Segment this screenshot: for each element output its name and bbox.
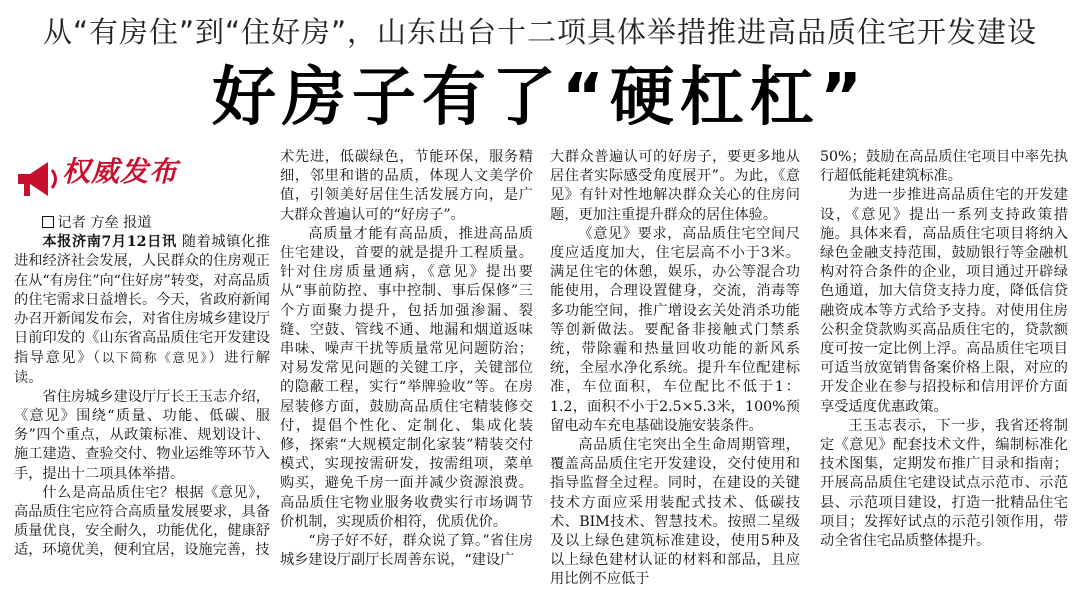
paragraph: 高质量才能有高品质，推进高品质住宅建设，首要的就是提升工程质量。针对住房质量通病，《意见》提出要从“事前防控、事中控制、事后保修”三个方面聚力提升，包括加强渗漏、裂缝、空鼓、管线不通、地漏和烟道返味串味、噪声干扰等质量常见问题防治；对易发常见问题的关键工序，关键部位的隐蔽工程，实行“举牌验收”等。在房屋装修方面，鼓励高品质住宅精装修交付，提倡个性化、定制化、集成化装修，探索“大规模定制化家装”精装交付模式，实现按需研发，按需组项，菜单购买，避免千房一面并减少资源浪费。高品质住宅物业服务收费实行市场调节价机制，实现质价相符，优质优价。	[280, 225, 533, 530]
article-column-1	[14, 155, 271, 559]
paragraph-text-end: ）进行解读。	[14, 350, 270, 386]
abbrev-note: 以下简称《意见》	[101, 350, 209, 366]
paragraph: 王玉志表示，下一步，我省还将制定《意见》配套技术文件，编制标准化技术图集，定期发布推广目录和指南；开展高品质住宅建设试点示范市、示范县、示范项目建设，打造一批精品住宅项目；发挥好试点的示范引领作用，带动全省住宅品质整体提升。	[820, 417, 1068, 550]
paragraph: “房子好不好，群众说了算。”省住房城乡建设厅副厅长周善东说，“建设广	[280, 533, 533, 569]
paragraph: 什么是高品质住宅？根据《意见》，高品质住宅应符合高质量发展要求，具备质量优良，安全耐久，功能优化，健康舒适，环境优美，便利宜居，设施完善，技	[14, 484, 270, 559]
authority-release-badge	[14, 156, 270, 208]
article-column-2	[280, 148, 533, 569]
kicker-subheadline: 从“有房住”到“住好房”，山东出台十二项具体举措推进高品质住宅开发建设	[42, 15, 1038, 49]
checkbox-square-icon	[42, 216, 54, 228]
badge-label: 权威发布	[62, 155, 179, 188]
dateline: 本报济南7月12日讯	[42, 234, 177, 251]
paragraph	[14, 233, 270, 388]
megaphone-icon	[14, 156, 62, 202]
paragraph: 大群众普遍认可的好房子，要更多地从居住者实际感受角度展开”。为此，《意见》有针对性地解决群众关心的住房问题，更加注重提升群众的居住体验。	[550, 149, 800, 223]
paragraph: 为进一步推进高品质住宅的开发建设，《意见》提出一系列支持政策措施。具体来看，高品质住宅项目将纳入绿色金融支持范围，鼓励银行等金融机构对符合条件的企业，项目通过开辟绿色通道，加大信贷支持力度，降低信贷融资成本等方式给予支持。对使用住房公积金贷款购买高品质住宅的，贷款额度可按一定比例上浮。高品质住宅项目可适当放宽销售备案价格上限，对应的开发企业在参与招投标和信用评价方面享受适度优惠政策。	[820, 187, 1068, 415]
article-column-4	[820, 148, 1068, 550]
article-column-3	[550, 148, 800, 588]
paragraph: 高品质住宅突出全生命周期管理，覆盖高品质住宅开发建设，交付使用和指导监督全过程。同时，在建设的关键技术方面应采用装配式技术、低碳技术、BIM技术、智慧技术。按照二星级及以上绿色建筑标准建设，使用5种及以上绿色建材认证的材料和部品，且应用比例不应低于	[550, 437, 800, 588]
paragraph: 《意见》要求，高品质住宅空间尺度应适度加大，住宅层高不小于3米。满足住宅的休憩，娱乐，办公等混合功能使用，合理设置健身，交流，消毒等多功能空间，推广增设玄关处消杀功能等创新做法。要配备非接触式门禁系统，带除霾和热量回收功能的新风系统，全屋水净化系统。提升车位配建标准，车位面积，车位配比不低于1：1.2，面积不小于2.5×5.3米，100%预留电动车充电基础设施安装条件。	[550, 225, 800, 434]
paragraph: 省住房城乡建设厅厅长王玉志介绍，《意见》围绕“质量、功能、低碳、服务”四个重点，从政策标准、规划设计、施工建造、查验交付、物业运维等环节入手，提出十二项具体举措。	[14, 388, 270, 482]
byline	[14, 214, 270, 233]
paragraph: 术先进，低碳绿色，节能环保，服务精细，邻里和谐的品质，体现人文美学价值，引领美好居住生活发展方向，是广大群众普遍认可的“好房子”。	[280, 149, 533, 223]
paragraph: 50%；鼓励在高品质住宅项目中率先执行超低能耗建筑标准。	[820, 149, 1068, 185]
main-headline: 好房子有了“硬杠杠”	[211, 61, 869, 135]
byline-text: 记者 方垒 报道	[57, 215, 152, 231]
paragraph-text: 随着城镇化推进和经济社会发展，人民群众的住房观正在从“有房住”向“住好房”转变，对高品质的住宅需求日益增长。今天，省政府新闻办召开新闻发布会，对省住房城乡建设厅日前印发的《山东省高品质住宅开发建设指导意见》（	[14, 234, 271, 367]
